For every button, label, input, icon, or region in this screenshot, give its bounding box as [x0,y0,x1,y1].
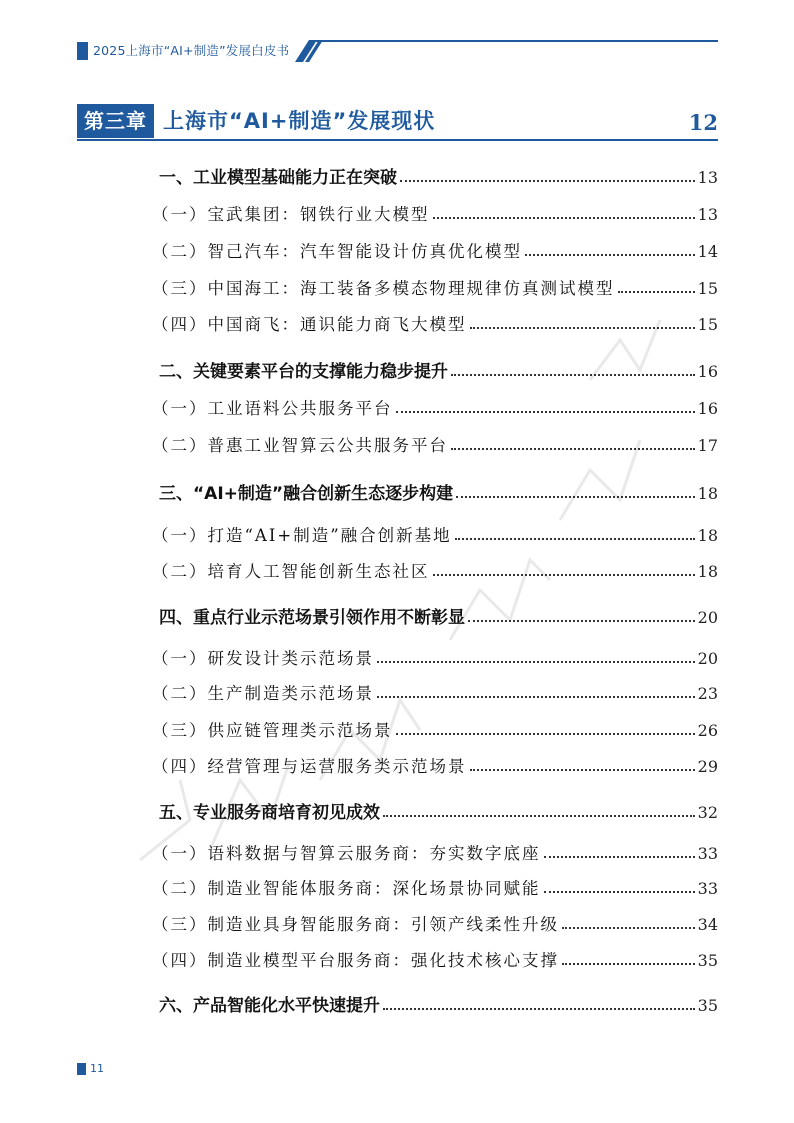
toc-subsection-entry[interactable] [152,239,718,265]
toc-entry-page: 23 [697,684,718,703]
chapter-page-number: 12 [688,110,718,135]
toc-entry-page: 13 [697,205,718,224]
running-header [77,40,718,62]
toc-leader-dots [468,620,695,622]
toc-leader-dots [433,217,695,219]
header-marker [77,42,88,60]
toc-entry-page: 14 [697,242,718,261]
toc-entry-label: （三）制造业具身智能服务商：引领产线柔性升级 [152,915,559,934]
toc-entry-page: 26 [697,721,718,740]
toc-subsection-entry[interactable] [152,718,718,744]
toc-entry-page: 34 [697,915,718,934]
toc-entry-label: （一）工业语料公共服务平台 [152,399,393,418]
toc-leader-dots [562,963,695,965]
toc-leader-dots [383,1008,695,1010]
toc-subsection-entry[interactable] [152,276,718,302]
toc-entry-page: 35 [697,951,718,970]
toc-entry-page: 18 [697,562,718,581]
toc-subsection-entry[interactable] [152,312,718,338]
toc-leader-dots [562,927,695,929]
toc-subsection-entry[interactable] [152,841,718,867]
toc-leader-dots [377,661,695,663]
toc-leader-dots [544,891,695,893]
toc-subsection-entry[interactable] [152,433,718,459]
header-slash-decoration [295,40,325,62]
toc-subsection-entry[interactable] [152,681,718,707]
toc-entry-page: 13 [697,168,718,187]
toc-section-entry[interactable] [159,993,718,1019]
toc-entry-page: 16 [697,362,718,381]
toc-entry-page: 35 [697,996,718,1015]
toc-leader-dots [433,574,695,576]
toc-section-entry[interactable] [159,165,718,191]
toc-entry-label: （二）生产制造类示范场景 [152,684,374,703]
toc-entry-label: （一）打造“AI+制造”融合创新基地 [152,526,452,545]
toc-entry-label: 五、专业服务商培育初见成效 [159,803,380,823]
toc-entry-page: 20 [697,649,718,668]
toc-leader-dots [396,411,695,413]
toc-entry-page: 32 [697,803,718,822]
toc-entry-page: 15 [697,279,718,298]
toc-entry-page: 33 [697,844,718,863]
toc-section-entry[interactable] [159,800,718,826]
toc-subsection-entry[interactable] [152,559,718,585]
toc-entry-label: 一、工业模型基础能力正在突破 [159,168,397,188]
toc-subsection-entry[interactable] [152,876,718,902]
header-title: 2025上海市“AI+制造”发展白皮书 [93,43,290,58]
chapter-heading [77,104,718,140]
toc-subsection-entry[interactable] [152,202,718,228]
toc-leader-dots [470,327,695,329]
toc-subsection-entry[interactable] [152,948,718,974]
toc-leader-dots [400,180,695,182]
toc-leader-dots [455,538,695,540]
toc-entry-label: （二）制造业智能体服务商：深化场景协同赋能 [152,879,541,898]
toc-leader-dots [470,769,695,771]
toc-leader-dots [618,291,695,293]
toc-entry-label: （一）宝武集团：钢铁行业大模型 [152,205,430,224]
toc-entry-page: 18 [697,526,718,545]
toc-leader-dots [383,815,695,817]
toc-leader-dots [396,733,695,735]
toc-entry-label: （二）智己汽车：汽车智能设计仿真优化模型 [152,242,522,261]
toc-entry-label: （二）培育人工智能创新生态社区 [152,562,430,581]
toc-leader-dots [456,496,695,498]
toc-entry-label: （三）供应链管理类示范场景 [152,721,393,740]
toc-section-entry[interactable] [159,359,718,385]
toc-leader-dots [451,448,695,450]
toc-entry-page: 29 [697,757,718,776]
toc-section-entry[interactable] [159,481,718,507]
toc-entry-page: 18 [697,484,718,503]
toc-subsection-entry[interactable] [152,523,718,549]
toc-entry-label: （四）经营管理与运营服务类示范场景 [152,757,467,776]
toc-subsection-entry[interactable] [152,912,718,938]
footer-marker [77,1063,86,1075]
toc-entry-label: （一）研发设计类示范场景 [152,649,374,668]
toc-entry-label: （二）普惠工业智算云公共服务平台 [152,436,448,455]
toc-entry-label: 四、重点行业示范场景引领作用不断彰显 [159,608,465,628]
toc-entry-label: （三）中国海工：海工装备多模态物理规律仿真测试模型 [152,279,615,298]
toc-entry-page: 15 [697,315,718,334]
toc-leader-dots [377,696,695,698]
toc-leader-dots [525,254,695,256]
toc-entry-label: （四）中国商飞：通识能力商飞大模型 [152,315,467,334]
toc-leader-dots [451,374,695,376]
toc-entry-label: 三、“AI+制造”融合创新生态逐步构建 [159,484,454,504]
toc-entry-label: 六、产品智能化水平快速提升 [159,996,380,1016]
header-rule [316,40,718,42]
toc-entry-page: 33 [697,879,718,898]
chapter-rule [77,139,718,141]
toc-subsection-entry[interactable] [152,754,718,780]
toc-entry-page: 17 [697,436,718,455]
footer-page-number: 11 [90,1062,104,1075]
toc-leader-dots [544,856,695,858]
chapter-label: 第三章 [77,104,154,138]
toc-entry-label: （一）语料数据与智算云服务商：夯实数字底座 [152,844,541,863]
toc-entry-label: 二、关键要素平台的支撑能力稳步提升 [159,362,448,382]
chapter-title: 上海市“AI+制造”发展现状 [163,109,436,133]
toc-entry-page: 20 [697,608,718,627]
toc-subsection-entry[interactable] [152,646,718,672]
toc-subsection-entry[interactable] [152,396,718,422]
toc-section-entry[interactable] [159,605,718,631]
toc-entry-label: （四）制造业模型平台服务商：强化技术核心支撑 [152,951,559,970]
toc-entry-page: 16 [697,399,718,418]
